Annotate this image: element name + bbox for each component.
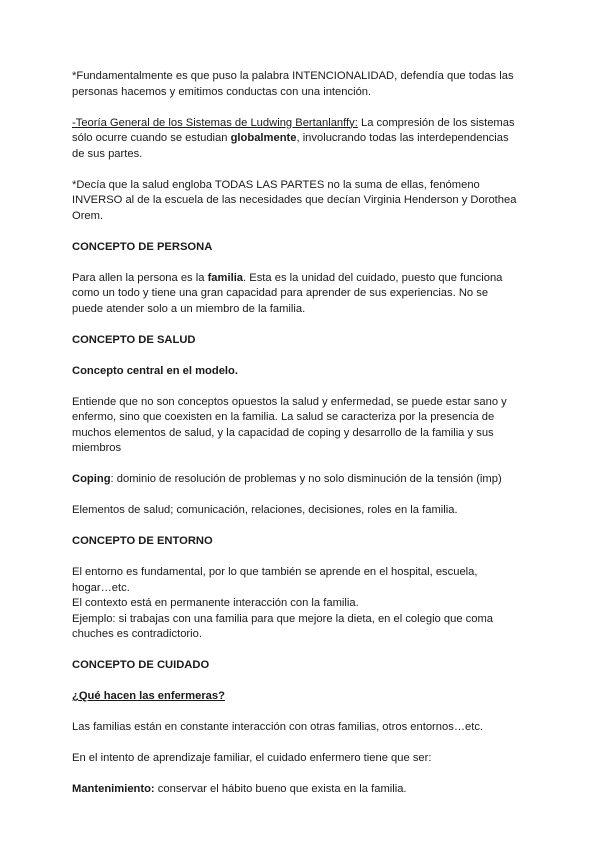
teoria-text-a: La compresión de los sistemas sólo ocurre cuando se estudian (72, 116, 515, 144)
paragraph-entorno-1: El entorno es fundamental, por lo que también se aprende en el hospital, escuela, hogar…etc. (72, 566, 478, 594)
teoria-sistemas-title: -Teoría General de los Sistemas de Ludwing Bertanlanffy: (72, 116, 358, 129)
paragraph-intencionalidad: *Fundamentalmente es que puso la palabra INTENCIONALIDAD, defendía que todas las personas hacemos y emitimos conductas con una intención. (72, 70, 514, 98)
persona-text-b: . Esta es la unidad del cuidado, puesto que funciona como un todo y tiene una gran capacidad para aprender de sus experiencias. No se puede atender solo a un miembro de la familia. (72, 271, 503, 315)
teoria-bold: globalmente (230, 132, 297, 144)
paragraph-salud-partes: *Decía que la salud engloba TODAS LAS PARTES no la suma de ellas, fenómeno INVERSO al de la escuela de las necesidades que decían Virginia Henderson y Dorothea Orem. (72, 178, 517, 222)
heading-concepto-salud: CONCEPTO DE SALUD (72, 333, 196, 346)
paragraph-persona (72, 271, 518, 318)
persona-bold: familia (207, 271, 244, 284)
coping-text: : dominio de resolución de problemas y no solo disminución de la tensión (imp) (110, 473, 502, 485)
paragraph-entorno-3: Ejemplo: si trabajas con una familia para que mejore la dieta, en el colegio que coma chuches es contradictorio. (72, 612, 494, 640)
mantenimiento-label: Mantenimiento: (72, 783, 155, 795)
paragraph-teoria-sistemas (72, 116, 524, 163)
paragraph-mantenimiento (72, 782, 532, 798)
persona-text-a: Para allen la persona es la (72, 271, 208, 284)
paragraph-entorno-2: El contexto está en permanente interacción con la familia. (72, 597, 359, 609)
paragraph-aprendizaje-familiar: En el intento de aprendizaje familiar, el cuidado enfermero tiene que ser: (72, 752, 432, 764)
paragraph-elementos-salud: Elementos de salud; comunicación, relaciones, decisiones, roles en la familia. (72, 504, 458, 516)
paragraph-coping (72, 472, 532, 488)
heading-concepto-cuidado: CONCEPTO DE CUIDADO (72, 659, 210, 671)
subheading-que-hacen-enfermeras: ¿Qué hacen las enfermeras? (72, 690, 225, 702)
heading-concepto-persona: CONCEPTO DE PERSONA (72, 240, 213, 253)
mantenimiento-text: conservar el hábito bueno que exista en la familia. (154, 783, 407, 795)
paragraph-salud: Entiende que no son conceptos opuestos la salud y enfermedad, se puede estar sano y enfermo, sino que coexisten en la familia. La salud se caracteriza por la presencia de muchos elementos de salud, y la capacidad de coping y desarrollo de la familia y sus miembros (72, 395, 507, 454)
paragraph-familias-interaccion: Las familias están en constante interacción con otras familias, otros entornos…etc. (72, 721, 484, 733)
teoria-text-b: , involucrando todas las interdependencias de sus partes. (72, 132, 509, 160)
subheading-concepto-central: Concepto central en el modelo. (72, 364, 238, 377)
heading-concepto-entorno: CONCEPTO DE ENTORNO (72, 535, 213, 547)
document-page (72, 69, 532, 798)
coping-label: Coping (72, 473, 111, 485)
